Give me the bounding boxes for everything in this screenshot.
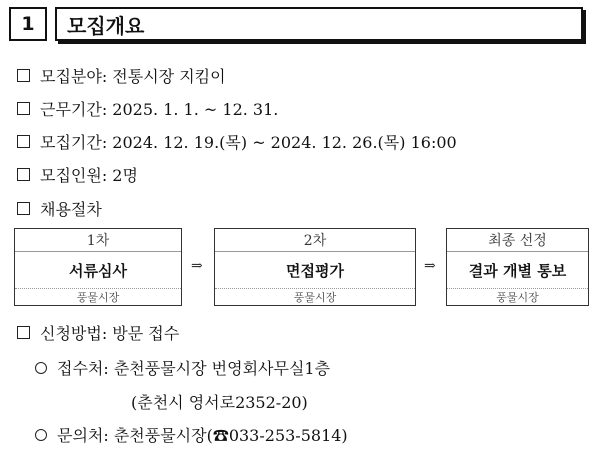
flow-step-place: 풍물시장 (76, 291, 120, 304)
checkbox-square-icon (17, 202, 30, 215)
item-field-text: 모집분야: 전통시장 지킴이 (40, 67, 226, 86)
flow-step-place: 풍물시장 (293, 291, 337, 304)
sub-item-reception (35, 356, 330, 379)
item-recruit-period-text: 모집기간: 2024. 12. 19.(목) ~ 2024. 12. 26.(목) 16:00 (40, 133, 457, 152)
item-period (17, 97, 278, 120)
section-header (9, 7, 583, 41)
procedure-flow (0, 228, 600, 308)
double-arrow-icon: ⇒ (191, 258, 203, 274)
flow-step-place: 풍물시장 (496, 291, 539, 304)
sub-item-address (131, 390, 308, 413)
checkbox-square-icon (17, 102, 30, 115)
item-recruit-period (17, 130, 457, 153)
checkbox-square-icon (17, 69, 30, 82)
flow-step-title: 결과 개별 통보 (447, 252, 588, 289)
checkbox-square-icon (17, 326, 30, 339)
item-method (17, 321, 179, 344)
sub-item-inquiry-text: 문의처: 춘천풍물시장(☎033-253-5814) (57, 426, 348, 445)
flow-step-title: 면접평가 (215, 252, 415, 289)
flow-step-2 (214, 228, 416, 306)
double-arrow-icon: ⇒ (424, 258, 436, 274)
checkbox-square-icon (17, 135, 30, 148)
sub-item-address-text: (춘천시 영서로2352-20) (131, 393, 308, 412)
section-number: 1 (9, 7, 47, 41)
circle-bullet-icon (35, 362, 47, 374)
item-field (17, 64, 226, 87)
item-procedure (17, 197, 102, 220)
item-period-text: 근무기간: 2025. 1. 1. ~ 12. 31. (40, 100, 279, 119)
sub-item-inquiry (35, 423, 348, 446)
item-procedure-text: 채용절차 (40, 200, 102, 219)
flow-step-1 (14, 228, 182, 306)
sub-item-reception-text: 접수처: 춘천풍물시장 번영회사무실1층 (57, 359, 331, 378)
checkbox-square-icon (17, 168, 30, 181)
circle-bullet-icon (35, 429, 47, 441)
flow-step-stage: 1차 (15, 229, 181, 252)
item-headcount-text: 모집인원: 2명 (40, 166, 138, 185)
section-title: 모집개요 (55, 7, 583, 41)
flow-step-title: 서류심사 (15, 252, 181, 289)
flow-step-stage: 최종 선정 (447, 229, 588, 252)
flow-step-3 (446, 228, 589, 306)
flow-step-stage: 2차 (215, 229, 415, 252)
item-headcount (17, 163, 138, 186)
item-method-text: 신청방법: 방문 접수 (40, 324, 180, 343)
